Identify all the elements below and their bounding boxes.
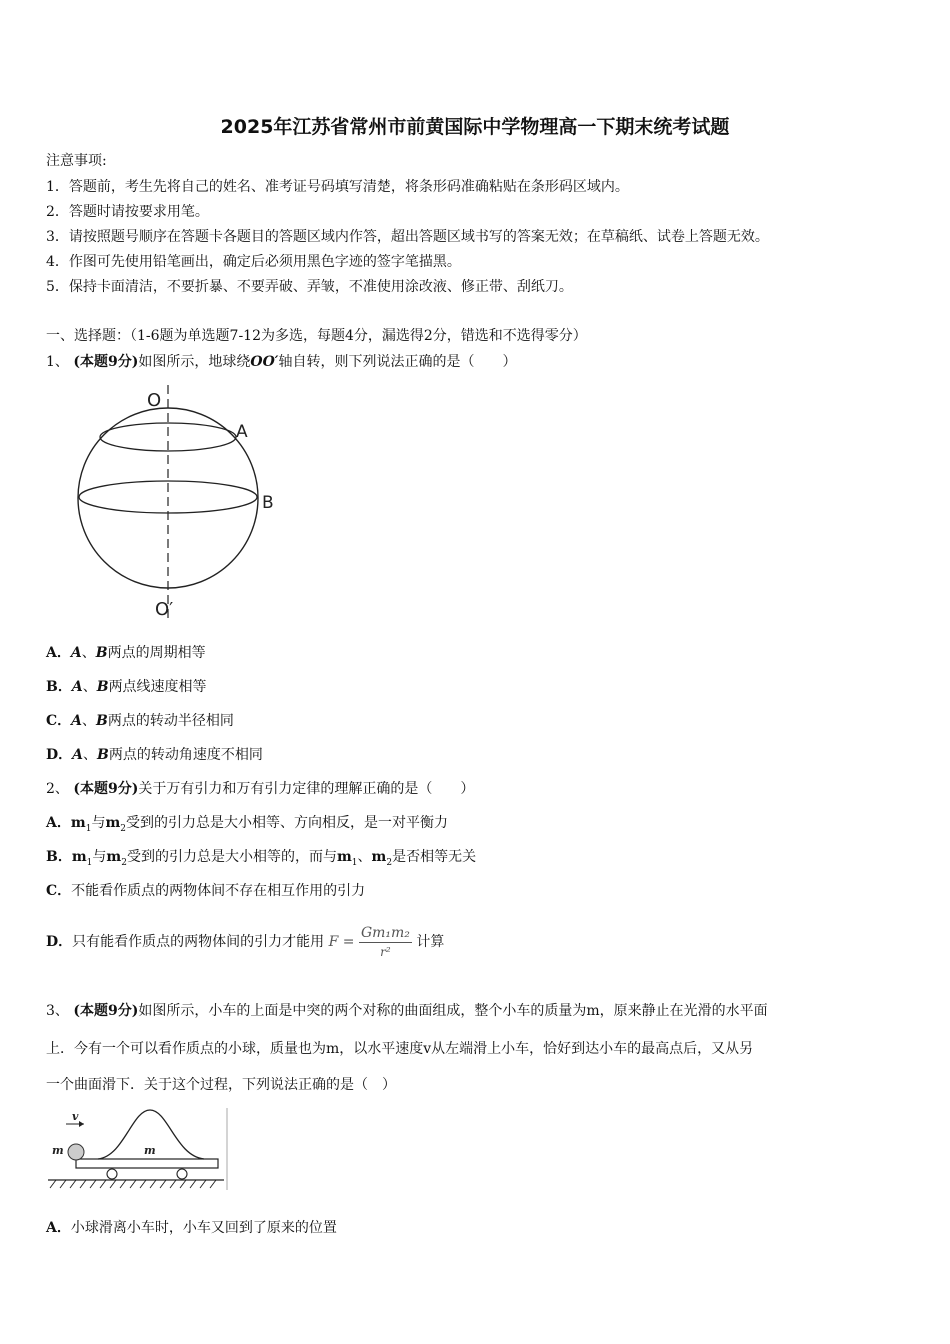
option-b (46, 678, 207, 696)
option-text: 与 (91, 815, 106, 831)
option-text: 不能看作质点的两物体间不存在相互作用的引力 (71, 883, 366, 899)
point-label: B (96, 713, 108, 729)
option-text: 两点的转动角速度不相同 (108, 747, 263, 763)
cart-wheel-left (107, 1169, 117, 1179)
point-label: A (71, 679, 83, 695)
subscript: 1 (86, 857, 93, 868)
option-letter: C． (46, 883, 72, 899)
question-number: 1、 (46, 354, 69, 370)
separator: 、 (357, 849, 372, 865)
option-text: 与 (92, 849, 107, 865)
separator: 、 (81, 645, 96, 661)
point-label: B (95, 645, 108, 661)
subscript: 2 (120, 823, 126, 834)
velocity-label: v (72, 1110, 79, 1123)
option-d (46, 746, 263, 764)
point-label: B (96, 679, 109, 695)
cart-body (76, 1159, 218, 1168)
question-3-line2: 上．今有一个可以看作质点的小球，质量也为m，以水平速度v从左端滑上小车，恰好到达小车的最高点后，又从另 (46, 1041, 754, 1057)
notice-item: 2．答题时请按要求用笔。 (46, 204, 209, 220)
question-3-stem (46, 1002, 768, 1020)
question-text: 如图所示，小车的上面是中突的两个对称的曲面组成，整个小车的质量为m，原来静止在光滑的水平面 (138, 1003, 768, 1019)
axis-bottom-label: O′ (155, 599, 174, 620)
option-letter: A． (46, 645, 71, 661)
point-label: A (72, 747, 84, 763)
option-c (46, 882, 365, 900)
option-letter: A． (46, 815, 71, 831)
notice-heading: 注意事项: (46, 153, 107, 169)
option-letter: B． (46, 849, 72, 865)
point-label: A (71, 713, 83, 729)
notice-item: 4．作图可先使用铅笔画出，确定后必须用黑色字迹的签字笔描黑。 (46, 254, 461, 270)
question-1-stem (46, 353, 516, 371)
option-text: 计算 (416, 934, 445, 950)
option-a (46, 644, 206, 662)
cart-wheel-right (177, 1169, 187, 1179)
option-text: 受到的引力总是大小相等的，而与 (126, 849, 337, 865)
question-2-stem (46, 780, 474, 798)
mass-symbol: m (71, 849, 87, 865)
cart-mass-label: m (144, 1144, 156, 1157)
option-text: 是否相等无关 (392, 849, 477, 865)
formula-numerator: Gm₁m₂ (360, 924, 410, 941)
separator: 、 (82, 713, 97, 729)
ball-mass-label: m (52, 1144, 64, 1157)
subscript: 1 (85, 823, 92, 834)
option-c (46, 712, 234, 730)
mass-symbol: m (105, 815, 121, 831)
mass-symbol: m (336, 849, 352, 865)
subscript: 1 (351, 857, 358, 868)
option-b (46, 848, 476, 872)
option-letter: A． (46, 1220, 71, 1236)
point-label: A (70, 645, 82, 661)
ground-hatching (50, 1180, 216, 1188)
subscript: 2 (121, 857, 127, 868)
axis-top-label: O (147, 390, 162, 411)
option-text: 两点的转动半径相同 (107, 713, 234, 729)
option-text: 两点线速度相等 (108, 679, 207, 695)
point-a-label: A (236, 422, 248, 442)
subscript: 2 (386, 857, 393, 868)
point-label: B (97, 747, 109, 763)
option-letter: D． (46, 934, 73, 950)
option-text: 受到的引力总是大小相等、方向相反，是一对平衡力 (126, 815, 448, 831)
earth-rotation-figure (70, 380, 290, 630)
formula-lhs: F = (328, 934, 355, 950)
ball (68, 1144, 84, 1160)
axis-label: OO′ (250, 354, 279, 370)
question-score: (本题9分) (73, 354, 139, 370)
notice-item: 1．答题前，考生先将自己的姓名、准考证号码填写清楚，将条形码准确粘贴在条形码区域内。 (46, 179, 629, 195)
option-letter: D． (46, 747, 73, 763)
mass-symbol: m (371, 849, 387, 865)
mass-symbol: m (106, 849, 122, 865)
formula-denominator: r² (380, 944, 391, 959)
question-number: 3、 (46, 1003, 69, 1019)
gravitation-formula (359, 924, 412, 961)
question-text: 轴自转，则下列说法正确的是（ ） (278, 354, 517, 370)
notice-item: 3．请按照题号顺序在答题卡各题目的答题区域内作答，超出答题区域书写的答案无效；在草稿纸、试卷上答题无效。 (46, 229, 769, 245)
option-text: 两点的周期相等 (107, 645, 206, 661)
question-score: (本题9分) (73, 1003, 139, 1019)
question-text: 如图所示，地球绕 (138, 354, 251, 370)
mass-symbol: m (70, 815, 86, 831)
option-d (46, 920, 444, 964)
option-letter: B． (46, 679, 72, 695)
question-text: 关于万有引力和万有引力定律的理解正确的是（ ） (138, 781, 475, 797)
page-title: 2025年江苏省常州市前黄国际中学物理高一下期末统考试题 (220, 116, 730, 138)
velocity-arrowhead (79, 1121, 84, 1127)
option-text: 小球滑离小车时，小车又回到了原来的位置 (70, 1220, 337, 1236)
option-a (46, 1219, 337, 1237)
separator: 、 (83, 747, 98, 763)
section-heading: 一、选择题：（1-6题为单选题7-12为多选，每题4分，漏选得2分，错选和不选得零分） (46, 328, 587, 344)
notice-item: 5．保持卡面清洁，不要折暴、不要弄破、弄皱，不准使用涂改液、修正带、刮纸刀。 (46, 279, 573, 295)
option-a (46, 814, 448, 838)
question-number: 2、 (46, 781, 69, 797)
question-score: (本题9分) (73, 781, 139, 797)
option-letter: C． (46, 713, 72, 729)
separator: 、 (82, 679, 97, 695)
point-b-label: B (262, 493, 274, 513)
question-3-line3: 一个曲面滑下．关于这个过程，下列说法正确的是（ ） (46, 1077, 396, 1093)
cart-ball-figure (44, 1106, 230, 1192)
option-text: 只有能看作质点的两物体间的引力才能用 (72, 934, 325, 950)
